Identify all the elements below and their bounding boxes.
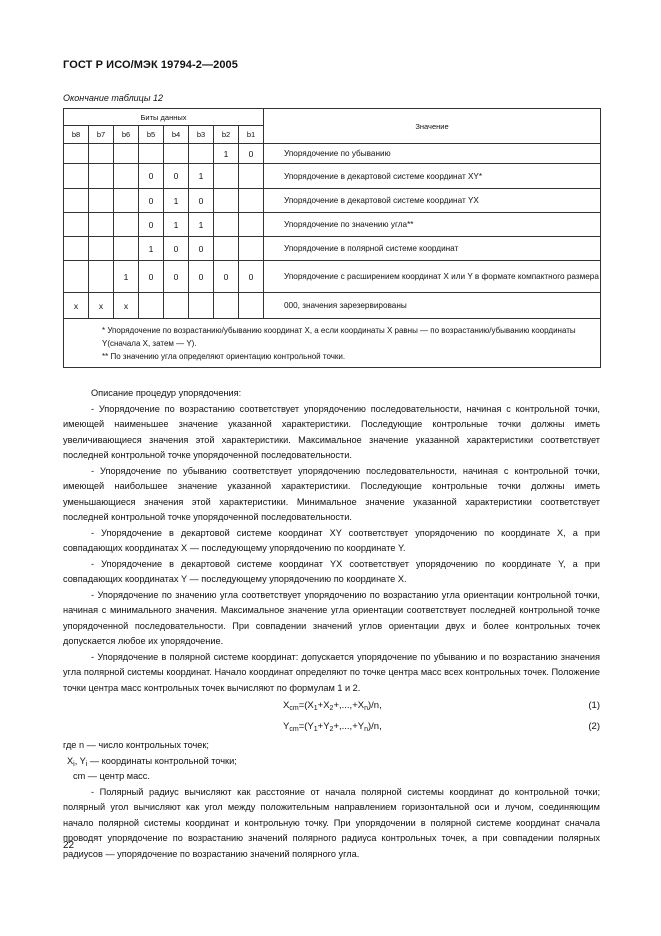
bit-cell: 0 bbox=[189, 237, 214, 261]
formula-number: (2) bbox=[588, 721, 600, 732]
bit-cell bbox=[64, 237, 89, 261]
formula-2 bbox=[63, 717, 600, 738]
bit-header: b5 bbox=[139, 126, 164, 144]
bit-cell: x bbox=[64, 293, 89, 319]
legend-line: cm — центр масс. bbox=[73, 771, 150, 781]
table-row bbox=[64, 261, 601, 293]
value-cell: Упорядочение по убыванию bbox=[264, 144, 601, 164]
paragraph: - Упорядочение в полярной системе координат: допускается упорядочение по убыванию и по возрастанию значения угла полярной системы координат. Начало координат определяют по точке центра масс всех контрольных точек. Положение точки центра масс контрольных точек вычисляют по формулам 1 и 2. bbox=[63, 651, 600, 693]
bit-cell bbox=[114, 189, 139, 213]
bit-header: b1 bbox=[239, 126, 264, 144]
paragraph: - Упорядочение по значению угла соответствует упорядочению по возрастанию угла ориентации контрольной точки, начиная с минимального значения. Максимальное значение угла ориентации соответствует последней контрольной точке упорядоченной последовательности. При совпадении значений углов ориентации двух и более контрольных точек допускается любое их упорядочение. bbox=[63, 589, 600, 646]
bit-cell bbox=[239, 213, 264, 237]
value-header: Значение bbox=[264, 109, 601, 144]
formula-1 bbox=[63, 696, 600, 717]
bit-cell: 1 bbox=[114, 261, 139, 293]
value-cell: Упорядочение в декартовой системе координат YX bbox=[264, 189, 601, 213]
bit-cell: x bbox=[89, 293, 114, 319]
value-cell: Упорядочение по значению угла** bbox=[264, 213, 601, 237]
table-12 bbox=[63, 108, 601, 368]
bit-header: b4 bbox=[164, 126, 189, 144]
bit-cell bbox=[139, 144, 164, 164]
table-note: * Упорядочение по возрастанию/убыванию координат X, а если координаты X равны — по возрастанию/убыванию координаты Y(сначала X, затем — Y). bbox=[102, 326, 576, 348]
bit-cell: 1 bbox=[164, 189, 189, 213]
bit-cell: 0 bbox=[139, 164, 164, 189]
bit-cell: 1 bbox=[189, 213, 214, 237]
formula-expression: $Y_{cm}=(Y_1+Y_2+,...,+Y_n)/n$, bbox=[283, 721, 382, 733]
bit-cell: 1 bbox=[214, 144, 239, 164]
bit-cell bbox=[239, 237, 264, 261]
bit-cell bbox=[89, 189, 114, 213]
value-cell: 000, значения зарезервированы bbox=[264, 293, 601, 319]
table-caption: Окончание таблицы 12 bbox=[63, 93, 163, 103]
bit-cell bbox=[164, 144, 189, 164]
bit-header: b6 bbox=[114, 126, 139, 144]
paragraph: - Полярный радиус вычисляют как расстояние от начала полярной системы координат до контрольной точки; полярный угол вычисляют как угол между положительным направлением горизонтальной оси и лучом, соединяющим начало полярной системы координат и контрольную точку. При упорядочении в полярной системе координат сначала проводят упорядочение по возрастанию значений полярного радиуса контрольных точек, а при совпадении полярных радиусов — упорядочение по возрастанию значений полярного угла. bbox=[63, 786, 600, 859]
bit-cell: 0 bbox=[214, 261, 239, 293]
paragraph: - Упорядочение по возрастанию соответствует упорядочению последовательности, начиная с контрольной точки, имеющей наименьшее значение указанной характеристики. Последующие контрольные точки должны иметь увеличивающиеся значения этой характеристики. Максимальное значение указанной характеристики соответствует последней контрольной точке упорядоченной последовательности. bbox=[63, 403, 600, 460]
bit-header: b8 bbox=[64, 126, 89, 144]
value-cell: Упорядочение в полярной системе координат bbox=[264, 237, 601, 261]
bit-cell bbox=[214, 213, 239, 237]
bit-cell: 0 bbox=[239, 261, 264, 293]
bit-cell bbox=[114, 144, 139, 164]
bit-cell bbox=[64, 261, 89, 293]
paragraph: - Упорядочение в декартовой системе координат YX соответствует упорядочению по координате Y, а при совпадающих координатах Y — последующему упорядочению по координате X. bbox=[63, 558, 600, 584]
legend-line: $X_i$, $Y_i$ — координаты контрольной точки; bbox=[67, 755, 237, 768]
bit-cell: 0 bbox=[139, 189, 164, 213]
bit-cell bbox=[189, 144, 214, 164]
bit-cell bbox=[89, 144, 114, 164]
table-body bbox=[64, 144, 601, 319]
bit-cell bbox=[89, 237, 114, 261]
bit-cell: 0 bbox=[139, 213, 164, 237]
bit-cell: 0 bbox=[139, 261, 164, 293]
bit-cell: 0 bbox=[189, 189, 214, 213]
document-header: ГОСТ Р ИСО/МЭК 19794-2—2005 bbox=[63, 59, 238, 71]
bits-group-header: Биты данных bbox=[64, 109, 264, 126]
table-row bbox=[64, 164, 601, 189]
bit-cell bbox=[239, 293, 264, 319]
bit-header: b3 bbox=[189, 126, 214, 144]
bit-cell bbox=[114, 237, 139, 261]
bit-cell bbox=[239, 189, 264, 213]
value-cell: Упорядочение в декартовой системе координат XY* bbox=[264, 164, 601, 189]
bit-cell bbox=[214, 237, 239, 261]
paragraph: - Упорядочение в декартовой системе координат XY соответствует упорядочению по координате X, а при совпадающих координатах X — последующему упорядочению по координате Y. bbox=[63, 527, 600, 553]
table-row bbox=[64, 293, 601, 319]
bit-cell bbox=[214, 189, 239, 213]
bit-cell bbox=[89, 261, 114, 293]
bit-cell bbox=[64, 164, 89, 189]
bit-cell bbox=[239, 164, 264, 189]
bit-cell: 1 bbox=[189, 164, 214, 189]
bit-cell bbox=[139, 293, 164, 319]
body-text bbox=[63, 386, 600, 862]
bit-cell bbox=[189, 293, 214, 319]
formula-expression: $X_{cm}=(X_1+X_2+,...,+X_n)/n$, bbox=[283, 700, 382, 712]
bit-cell bbox=[64, 213, 89, 237]
bit-header: b7 bbox=[89, 126, 114, 144]
bit-cell: 0 bbox=[164, 261, 189, 293]
legend-line: где n — число контрольных точек; bbox=[63, 740, 209, 750]
table-notes bbox=[64, 319, 601, 368]
paragraph: - Упорядочение по убыванию соответствует упорядочению последовательности, начиная с контрольной точки, имеющей наибольшее значение указанной характеристики. Последующие контрольные точки должны иметь уменьшающиеся значения этой характеристики. Минимальное значение указанной характеристики соответствует последней контрольной точке упорядоченной последовательности. bbox=[63, 465, 600, 522]
bit-header: b2 bbox=[214, 126, 239, 144]
table-row bbox=[64, 237, 601, 261]
bit-cell bbox=[114, 164, 139, 189]
bit-cell: 0 bbox=[164, 164, 189, 189]
bit-cell: 0 bbox=[189, 261, 214, 293]
table-row bbox=[64, 189, 601, 213]
formula-number: (1) bbox=[588, 700, 600, 711]
bit-cell bbox=[64, 189, 89, 213]
bit-cell: 0 bbox=[164, 237, 189, 261]
bit-cell bbox=[214, 293, 239, 319]
table-row bbox=[64, 144, 601, 164]
page-number: 22 bbox=[63, 840, 75, 851]
table-note: ** По значению угла определяют ориентацию контрольной точки. bbox=[102, 352, 346, 361]
bit-cell bbox=[164, 293, 189, 319]
bit-cell: 1 bbox=[164, 213, 189, 237]
value-cell: Упорядочение с расширением координат X или Y в формате компактного размера bbox=[264, 261, 601, 293]
bit-cell bbox=[214, 164, 239, 189]
bit-cell bbox=[64, 144, 89, 164]
paragraph: Описание процедур упорядочения: bbox=[91, 388, 242, 398]
bit-cell bbox=[114, 213, 139, 237]
table-row bbox=[64, 213, 601, 237]
bit-cell bbox=[89, 164, 114, 189]
bit-cell bbox=[89, 213, 114, 237]
bit-cell: 1 bbox=[139, 237, 164, 261]
bit-cell: x bbox=[114, 293, 139, 319]
bit-cell: 0 bbox=[239, 144, 264, 164]
